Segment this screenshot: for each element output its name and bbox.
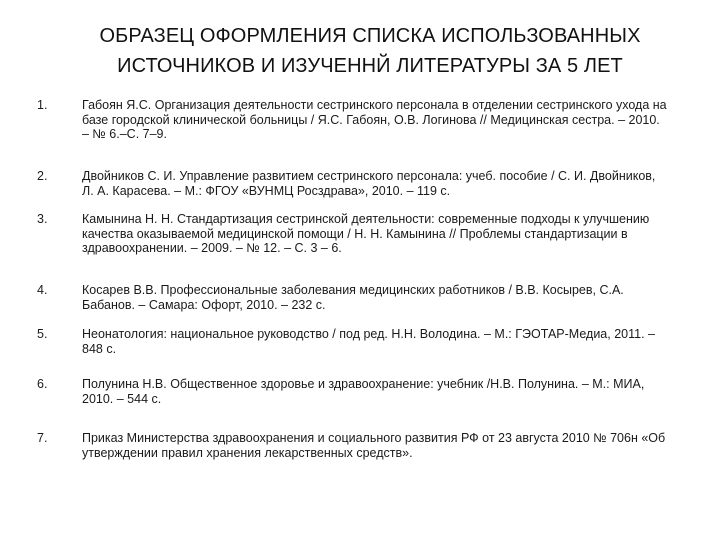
slide-title-line-2: ИСТОЧНИКОВ И ИЗУЧЕННЙ ЛИТЕРАТУРЫ ЗА 5 ЛЕТ bbox=[117, 55, 623, 77]
reference-text: Полунина Н.В. Общественное здоровье и здравоохранение: учебник /Н.В. Полунина. – М.: МИА, 2010. – 544 с. bbox=[82, 377, 645, 406]
reference-text: Габоян Я.С. Организация деятельности сестринского персонала в отделении сестринского ухода на базе городской клинической больницы / Я.С. Габоян, О.В. Логинова // Медицинская сестра. – 2010. – № 6.–С. 7–9. bbox=[82, 98, 667, 141]
reference-number: 5. bbox=[37, 327, 48, 341]
reference-text: Двойников С. И. Управление развитием сестринского персонала: учеб. пособие / С. И. Двойников, Л. А. Карасева. – М.: ФГОУ «ВУНМЦ Росздрава», 2010. – 119 с. bbox=[82, 169, 656, 198]
reference-text: Камынина Н. Н. Стандартизация сестринской деятельности: современные подходы к улучшению качества оказываемой медицинской помощи / Н. Н. Камынина // Проблемы стандартизации в здравоохранении. – 2009. – № 12. – С. 3 – 6. bbox=[82, 212, 650, 255]
slide-title-line-1: ОБРАЗЕЦ ОФОРМЛЕНИЯ СПИСКА ИСПОЛЬЗОВАННЫХ bbox=[99, 25, 641, 47]
reference-number: 3. bbox=[37, 212, 48, 226]
reference-text: Неонатология: национальное руководство / под ред. Н.Н. Володина. – М.: ГЭОТАР-Медиа, 2011. – 848 с. bbox=[82, 327, 655, 356]
reference-number: 6. bbox=[37, 377, 48, 391]
reference-text: Косарев В.В. Профессиональные заболевания медицинских работников / В.В. Косырев, С.А. Бабанов. – Самара: Офорт, 2010. – 232 с. bbox=[82, 283, 624, 312]
reference-text: Приказ Министерства здравоохранения и социального развития РФ от 23 августа 2010 № 706н «Об утверждении правил хранения лекарственных средств». bbox=[82, 431, 666, 460]
reference-number: 1. bbox=[37, 98, 48, 112]
reference-number: 2. bbox=[37, 169, 48, 183]
reference-number: 7. bbox=[37, 431, 48, 445]
reference-number: 4. bbox=[37, 283, 48, 297]
